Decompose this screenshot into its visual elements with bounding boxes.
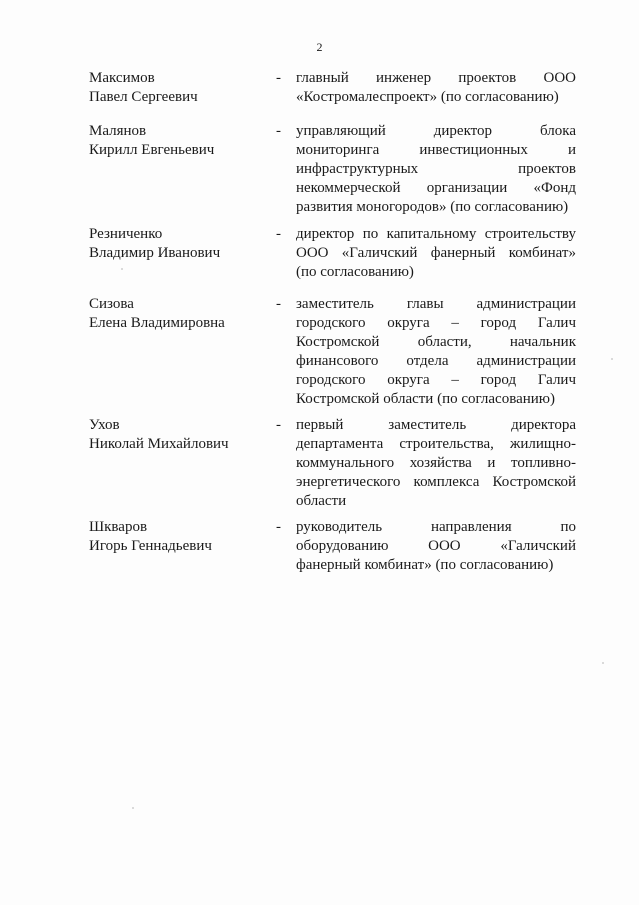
role-line: (по согласованию): [296, 264, 414, 280]
role-line: инфраструктурных проектов: [296, 161, 576, 177]
member-given-name: Павел Сергеевич: [89, 89, 198, 105]
page-number: 2: [316, 40, 323, 54]
role-line: некоммерческой организации «Фонд: [296, 180, 576, 196]
role-line: заместитель главы администрации: [296, 296, 576, 312]
member-name: [89, 295, 269, 333]
role-line: фанерный комбинат» (по согласованию): [296, 557, 554, 573]
member-surname: Шкваров: [89, 519, 148, 535]
scan-speck: [611, 358, 613, 360]
member-given-name: Кирилл Евгеньевич: [89, 142, 215, 158]
role-line: Костромской области (по согласованию): [296, 391, 556, 407]
role-line: городского округа – город Галич: [296, 315, 576, 331]
role-line: Костромской области, начальник: [296, 334, 576, 350]
role-line: главный инженер проектов ООО: [296, 70, 576, 86]
role-line: руководитель направления по: [296, 519, 576, 535]
role-line: департамента строительства, жилищно-: [296, 436, 576, 452]
role-line: управляющий директор блока: [296, 123, 576, 139]
scan-speck: [121, 268, 123, 270]
member-surname: Ухов: [89, 417, 120, 433]
member-name: [89, 225, 269, 263]
member-name: [89, 122, 269, 160]
role-line: коммунального хозяйства и топливно-: [296, 455, 576, 471]
role-line: городского округа – город Галич: [296, 372, 576, 388]
dash-separator: -: [276, 296, 281, 312]
member-role: [296, 416, 576, 511]
member-given-name: Владимир Иванович: [89, 245, 221, 261]
dash-separator: -: [276, 70, 281, 86]
dash-separator: -: [276, 226, 281, 242]
member-name: [89, 69, 269, 107]
member-surname: Сизова: [89, 296, 134, 312]
member-surname: Резниченко: [89, 226, 163, 242]
dash-separator: -: [276, 417, 281, 433]
role-line: ООО «Галичский фанерный комбинат»: [296, 245, 576, 261]
member-role: [296, 122, 576, 217]
role-line: оборудованию ООО «Галичский: [296, 538, 576, 554]
scan-speck: [602, 662, 604, 664]
dash-separator: -: [276, 519, 281, 535]
role-line: мониторинга инвестиционных и: [296, 142, 576, 158]
member-given-name: Николай Михайлович: [89, 436, 229, 452]
scan-speck: [132, 807, 134, 809]
role-line: «Костромалеспроект» (по согласованию): [296, 89, 559, 105]
role-line: области: [296, 493, 347, 509]
member-surname: Максимов: [89, 70, 155, 86]
member-given-name: Елена Владимировна: [89, 315, 225, 331]
member-role: [296, 295, 576, 409]
role-line: первый заместитель директора: [296, 417, 576, 433]
member-name: [89, 416, 269, 454]
member-given-name: Игорь Геннадьевич: [89, 538, 212, 554]
role-line: развития моногородов» (по согласованию): [296, 199, 569, 215]
role-line: финансового отдела администрации: [296, 353, 576, 369]
dash-separator: -: [276, 123, 281, 139]
member-role: [296, 225, 576, 282]
member-role: [296, 69, 576, 107]
member-surname: Малянов: [89, 123, 147, 139]
role-line: энергетического комплекса Костромской: [296, 474, 576, 490]
member-role: [296, 518, 576, 575]
role-line: директор по капитальному строительству: [296, 226, 576, 242]
member-name: [89, 518, 269, 556]
